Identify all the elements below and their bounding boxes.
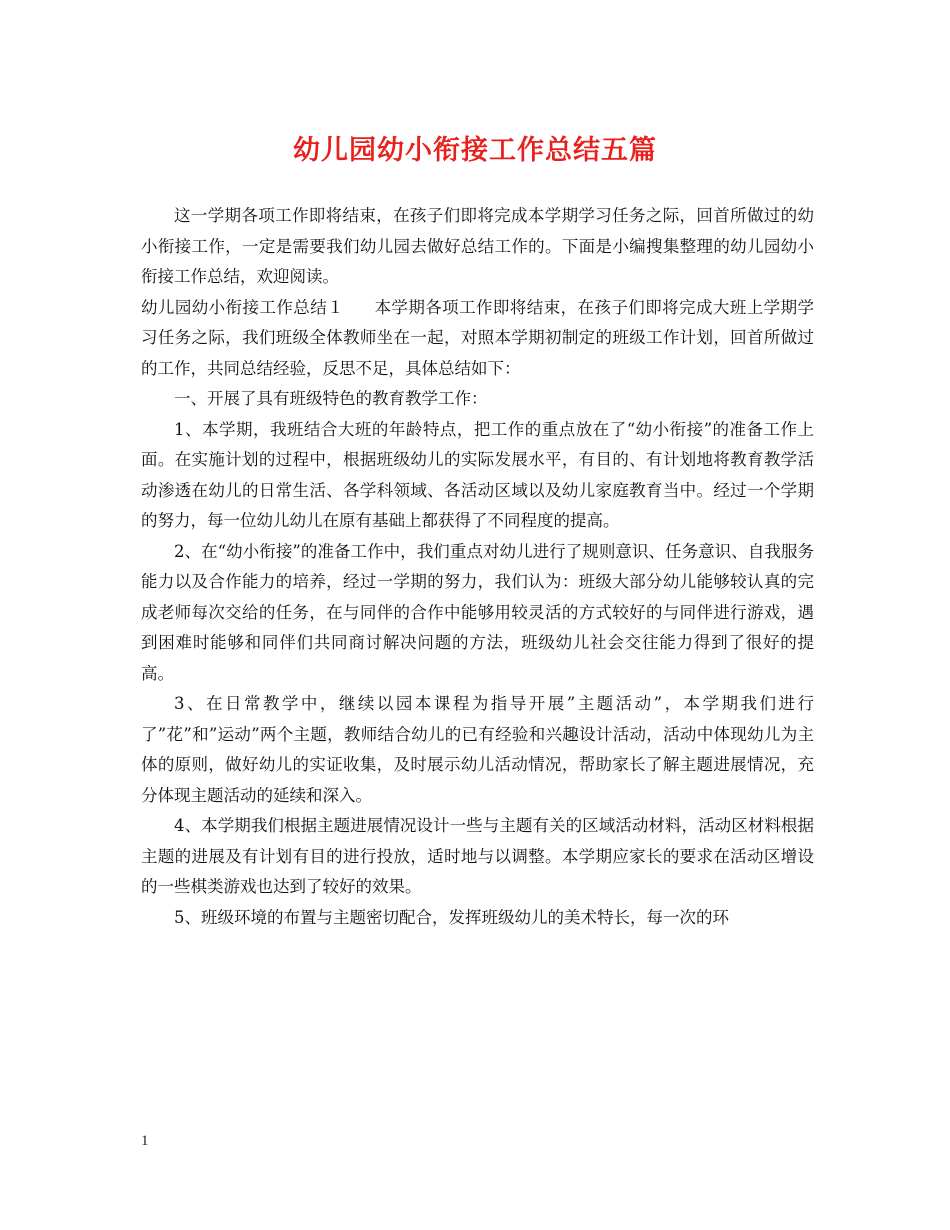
intro-paragraph: 这一学期各项工作即将结束，在孩子们即将完成本学期学习任务之际，回首所做过的幼小衔接工作，一定是需要我们幼儿园去做好总结工作的。下面是小编搜集整理的幼儿园幼小衔接工作总结，欢迎阅读。 [141, 206, 814, 286]
document-body [141, 201, 814, 933]
page-number: 1 [141, 1133, 149, 1149]
item-2-paragraph: 2、在“幼小衔接”的准备工作中，我们重点对幼儿进行了规则意识、任务意识、自我服务能力以及合作能力的培养，经过一学期的努力，我们认为：班级大部分幼儿能够较认真的完成老师每次交给的任务，在与同伴的合作中能够用较灵活的方式较好的与同伴进行游戏，遇到困难时能够和同伴们共同商讨解决问题的方法，班级幼儿社会交往能力得到了很好的提高。 [141, 541, 814, 683]
item-5-paragraph: 5、班级环境的布置与主题密切配合，发挥班级幼儿的美术特长，每一次的环 [174, 907, 729, 927]
section-heading: 幼儿园幼小衔接工作总结１ [141, 297, 345, 317]
item-4-paragraph: 4、本学期我们根据主题进展情况设计一些与主题有关的区域活动材料，活动区材料根据主题的进展及有计划有目的进行投放，适时地与以调整。本学期应家长的要求在活动区增设的一些棋类游戏也达到了较好的效果。 [141, 816, 814, 896]
item-1-paragraph: 1、本学期，我班结合大班的年龄特点，把工作的重点放在了“幼小衔接”的准备工作上面。在实施计划的过程中，根据班级幼儿的实际发展水平，有目的、有计划地将教育教学活动渗透在幼儿的日常生活、各学科领域、各活动区域以及幼儿家庭教育当中。经过一个学期的努力，每一位幼儿幼儿在原有基础上都获得了不同程度的提高。 [141, 419, 814, 530]
document-title: 幼儿园幼小衔接工作总结五篇 [293, 135, 657, 166]
section-1-text: 本学期各项工作即将结束，在孩子们即将完成大班上学期学习任务之际，我们班级全体教师坐在一起，对照本学期初制定的班级工作计划，回首所做过的工作，共同总结经验，反思不足，具体总结如下： [141, 297, 815, 378]
subheading-paragraph: 一、开展了具有班级特色的教育教学工作： [174, 389, 488, 408]
item-3-paragraph: 3、在日常教学中，继续以园本课程为指导开展”主题活动”，本学期我们进行了”花”和”运动”两个主题，教师结合幼儿的已有经验和兴趣设计活动，活动中体现幼儿为主体的原则，做好幼儿的实证收集，及时展示幼儿活动情况，帮助家长了解主题进展情况，充分体现主题活动的延续和深入。 [141, 694, 814, 805]
section-1-paragraph [141, 293, 814, 385]
